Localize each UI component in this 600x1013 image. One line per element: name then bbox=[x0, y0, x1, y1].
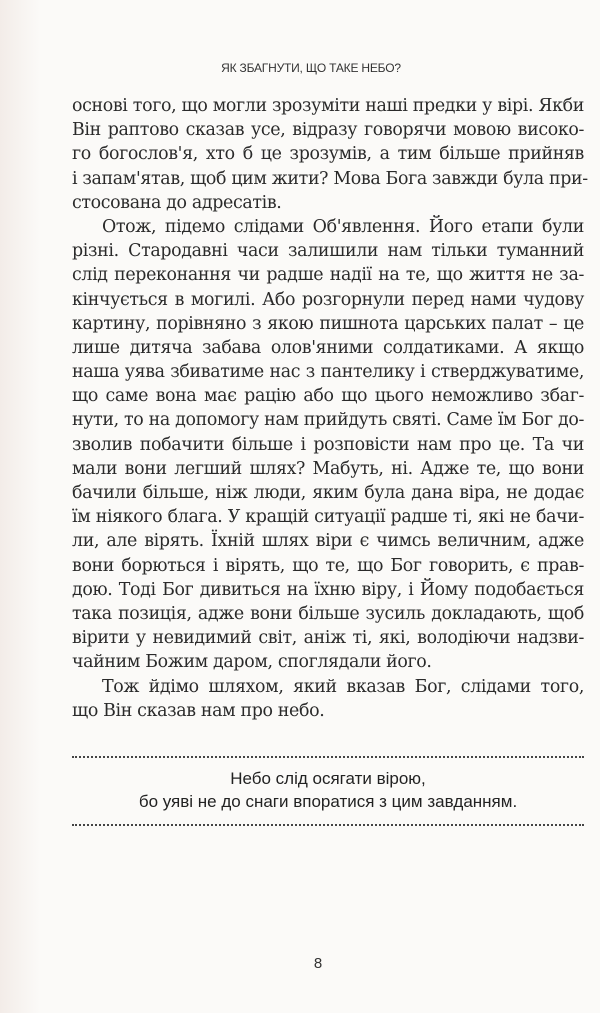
text-line: зволив побачити більше і розповісти нам про це. Та чи bbox=[72, 434, 584, 455]
text-line: кінчується в могилі. Або розгорнули перед нами чудову bbox=[72, 289, 584, 310]
text-line: основі того, що могли зрозуміти наші предки у вірі. Якби bbox=[72, 96, 584, 116]
pull-quote bbox=[72, 767, 584, 813]
text-line: го богослов'я, хто б це зрозумів, а тим більше прийняв bbox=[72, 144, 584, 165]
quote-divider-bottom bbox=[72, 824, 584, 826]
text-line: вони борються і вірять, що те, що Бог говорить, є прав- bbox=[72, 555, 584, 576]
text-line: слід переконання чи радше надії на те, що життя не за- bbox=[72, 265, 584, 286]
text-line: така позиція, адже вони більше зусиль докладають, щоб bbox=[72, 603, 584, 624]
page-number: 8 bbox=[313, 955, 323, 972]
pull-quote-line-2: бо уяві не до снаги впоратися з цим завданням. bbox=[138, 792, 518, 811]
quote-divider-top bbox=[72, 756, 584, 758]
text-line: нути, то на допомогу нам прийдуть святі. Саме їм Бог до- bbox=[72, 410, 584, 431]
running-header: ЯК ЗБАГНУТИ, ЩО ТАКЕ НЕБО? bbox=[221, 61, 401, 75]
text-line: бачили більше, ніж люди, яким була дана віра, не додає bbox=[72, 483, 584, 503]
text-line: що Він сказав нам про небо. bbox=[72, 700, 325, 721]
text-line: Тож йдімо шляхом, який вказав Бог, слідами того, bbox=[102, 676, 584, 697]
text-line: картину, порівняно з якою пишнота царських палат – це bbox=[72, 313, 584, 334]
text-line: Отож, підемо слідами Об'явлення. Його етапи були bbox=[102, 216, 584, 237]
text-line: вірити у невидимий світ, аніж ті, які, володіючи надзви- bbox=[72, 628, 584, 649]
text-line: різні. Стародавні часи залишили нам тільки туманний bbox=[72, 241, 584, 262]
text-line: їм ніякого блага. У кращій ситуації радше ті, які не бачи- bbox=[72, 507, 584, 528]
text-line: наша уява збиватиме нас з пантелику і стверджуватиме, bbox=[72, 362, 584, 383]
text-line: чайним Божим даром, споглядали його. bbox=[72, 652, 432, 673]
text-line: мали вони легший шлях? Мабуть, ні. Адже те, що вони bbox=[72, 458, 584, 479]
text-line: що саме вона має рацію або що цього неможливо збаг- bbox=[72, 386, 584, 407]
body-text bbox=[72, 94, 588, 723]
text-line: Він раптово сказав усе, відразу говорячи мовою високо- bbox=[72, 120, 584, 141]
text-line: і запам'ятав, щоб цим жити? Мова Бога завжди була при- bbox=[72, 168, 588, 189]
page-edge-shadow bbox=[0, 0, 40, 1013]
text-line: ли, але вірять. Їхній шлях віри є чимсь величним, адже bbox=[72, 531, 584, 552]
text-line: стосована до адресатів. bbox=[72, 192, 282, 213]
pull-quote-line-1: Небо слід осягати вірою, bbox=[230, 769, 426, 788]
text-line: лише дитяча забава олов'яними солдатиками. А якщо bbox=[72, 337, 584, 358]
text-line: дою. Тоді Бог дивиться на їхню віру, і Йому подобається bbox=[72, 579, 584, 600]
